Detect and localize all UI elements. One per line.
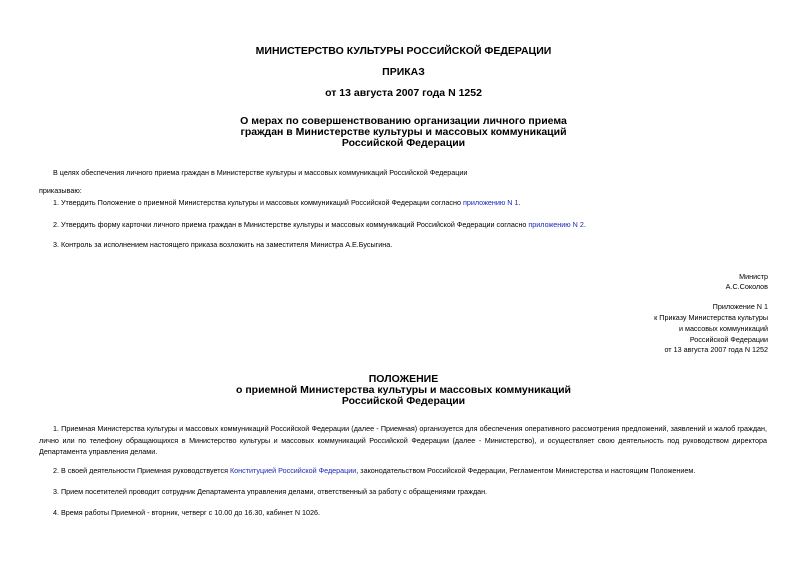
order-item-1-text: 1. Утвердить Положение о приемной Министерства культуры и массовых коммуникаций Российской Федерации согласно (53, 198, 463, 207)
regulation-paragraph-2-text: 2. В своей деятельности Приемная руководствуется (53, 466, 230, 475)
appendix-1-link[interactable]: приложению N 1 (462, 198, 519, 207)
regulation-subtitle-line-2: Российской Федерации (341, 395, 466, 407)
regulation-paragraph-2 (53, 466, 695, 475)
ministry-heading: МИНИСТЕРСТВО КУЛЬТУРЫ РОССИЙСКОЙ ФЕДЕРАЦИИ (255, 45, 552, 57)
order-title-line-1: О мерах по совершенствованию организации личного приема (240, 115, 567, 127)
appendix-ref-line-3: и массовых коммуникаций (678, 324, 768, 333)
order-item-1-end: . (518, 198, 521, 207)
order-title-line-2: граждан в Министерстве культуры и массовых коммуникаций (240, 126, 567, 138)
regulation-paragraph-2-end: , законодательством Российской Федерации, Регламентом Министерства и настоящим Положением. (356, 466, 696, 475)
order-item-3: 3. Контроль за исполнением настоящего приказа возложить на заместителя Министра А.Е.Бусыгина. (53, 240, 393, 249)
order-item-1 (53, 198, 520, 207)
order-item-2-end: . (583, 220, 586, 229)
appendix-2-link[interactable]: приложению N 2 (528, 220, 584, 229)
regulation-title: ПОЛОЖЕНИЕ (368, 373, 439, 385)
appendix-ref-line-4: Российской Федерации (689, 335, 768, 344)
order-title-line-3: Российской Федерации (341, 137, 466, 149)
order-preamble: В целях обеспечения личного приема граждан в Министерстве культуры и массовых коммуникаций Российской Федерации (53, 168, 468, 177)
constitution-link[interactable]: Конституцией Российской Федерации (229, 466, 357, 475)
order-item-2 (53, 220, 586, 229)
regulation-paragraph-3: 3. Прием посетителей проводит сотрудник Департамента управления делами, ответственный за работу с обращениями граждан. (53, 487, 488, 496)
regulation-paragraph-4: 4. Время работы Приемной - вторник, четверг с 10.00 до 16.30, кабинет N 1026. (53, 508, 320, 517)
regulation-subtitle-line-1: о приемной Министерства культуры и массовых коммуникаций (236, 384, 571, 396)
order-date-number: от 13 августа 2007 года N 1252 (325, 87, 482, 99)
regulation-paragraph-1: 1. Приемная Министерства культуры и массовых коммуникаций Российской Федерации (далее - Приемная) организуется для обеспечения оперативного рассмотрения предложений, заявлений и жалоб граждан, лично или по телефону обращающихся в Министерство культуры и массовых коммуникаций Российской Федерации (далее - Министерство), и осуществляет свою деятельность под руководством директора Департамента управления делами. (39, 424, 767, 456)
signature-name: А.С.Соколов (725, 282, 768, 291)
appendix-ref-line-1: Приложение N 1 (712, 302, 768, 311)
document-type: ПРИКАЗ (382, 66, 425, 78)
order-item-2-text: 2. Утвердить форму карточки личного приема граждан в Министерстве культуры и массовых коммуникаций Российской Федерации согласно (53, 220, 529, 229)
signature-position: Министр (739, 272, 768, 281)
order-command: приказываю: (39, 186, 82, 195)
appendix-ref-line-5: от 13 августа 2007 года N 1252 (664, 345, 768, 354)
appendix-ref-line-2: к Приказу Министерства культуры (654, 313, 768, 322)
